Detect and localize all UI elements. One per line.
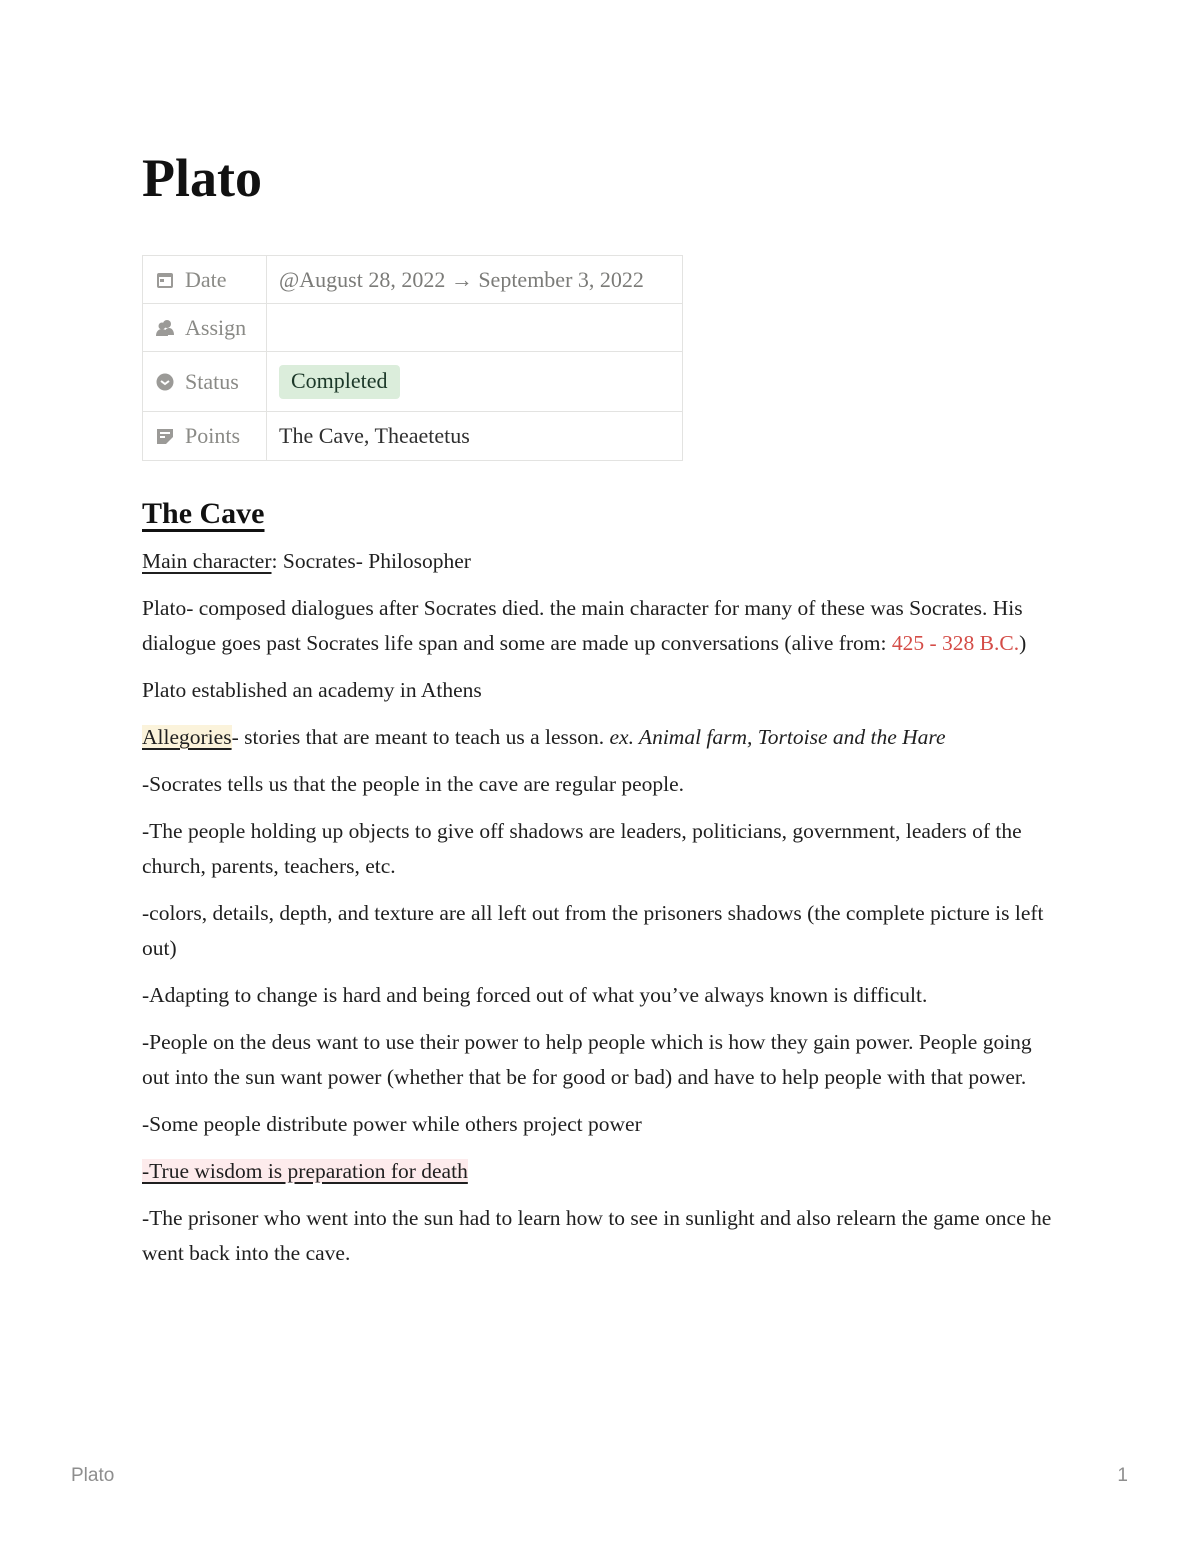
paragraph-dialogues: Plato- composed dialogues after Socrates died. the main character for many of these was Socrates. His dialogue goes past Socrates life span and some are made up conversations (alive from: 425 - 328 B.C.) xyxy=(142,596,1027,655)
lifespan-dates: 425 - 328 B.C. xyxy=(891,631,1020,655)
paragraph-point-6: -Some people distribute power while others project power xyxy=(142,1112,642,1136)
page-title: Plato xyxy=(142,148,262,208)
property-key-status: Status xyxy=(143,352,267,412)
status-badge: Completed xyxy=(279,365,400,399)
page-number: 1 xyxy=(1117,1465,1128,1486)
people-icon xyxy=(155,318,175,338)
paragraph-point-3: -colors, details, depth, and texture are all left out from the prisoners shadows (the complete picture is left out) xyxy=(142,901,1044,960)
section-heading: The Cave xyxy=(142,497,265,530)
allegories-term: Allegories xyxy=(142,725,232,749)
property-row-status xyxy=(143,352,683,412)
note-icon xyxy=(155,426,175,446)
property-row-date xyxy=(143,256,683,304)
paragraph-allegories: Allegories- stories that are meant to teach us a lesson. ex. Animal farm, Tortoise and the Hare xyxy=(142,725,946,749)
paragraph-point-1: -Socrates tells us that the people in the cave are regular people. xyxy=(142,772,685,796)
highlighted-quote: -True wisdom is preparation for death xyxy=(142,1159,468,1183)
property-key-assign: Assign xyxy=(143,304,267,352)
footer-title: Plato xyxy=(71,1465,115,1486)
section-body xyxy=(142,544,1062,1283)
paragraph-point-5: -People on the deus want to use their power to help people which is how they gain power. People going out into the sun want power (whether that be for good or bad) and have to help people with that power. xyxy=(142,1030,1032,1089)
paragraph-main-character: Main character: Socrates- Philosopher xyxy=(142,549,471,573)
property-row-points xyxy=(143,412,683,461)
paragraph-point-7 xyxy=(142,1154,1062,1189)
property-value-date[interactable]: @August 28, 2022 → September 3, 2022 xyxy=(267,256,683,304)
property-value-assign[interactable] xyxy=(267,304,683,352)
properties-table xyxy=(142,255,683,461)
status-icon xyxy=(155,372,175,392)
property-key-date: Date xyxy=(143,256,267,304)
main-character-label: Main character xyxy=(142,549,272,573)
property-value-points[interactable]: The Cave, Theaetetus xyxy=(267,412,683,461)
paragraph-academy: Plato established an academy in Athens xyxy=(142,678,482,702)
calendar-icon xyxy=(155,270,175,290)
property-row-assign xyxy=(143,304,683,352)
paragraph-point-2: -The people holding up objects to give off shadows are leaders, politicians, government, leaders of the church, parents, teachers, etc. xyxy=(142,819,1022,878)
property-key-points: Points xyxy=(143,412,267,461)
paragraph-point-8: -The prisoner who went into the sun had to learn how to see in sunlight and also relearn the game once he went back into the cave. xyxy=(142,1206,1052,1265)
allegories-examples: ex. Animal farm, Tortoise and the Hare xyxy=(609,725,946,749)
property-value-status[interactable] xyxy=(267,352,683,412)
paragraph-point-4: -Adapting to change is hard and being forced out of what you’ve always known is difficult. xyxy=(142,983,928,1007)
